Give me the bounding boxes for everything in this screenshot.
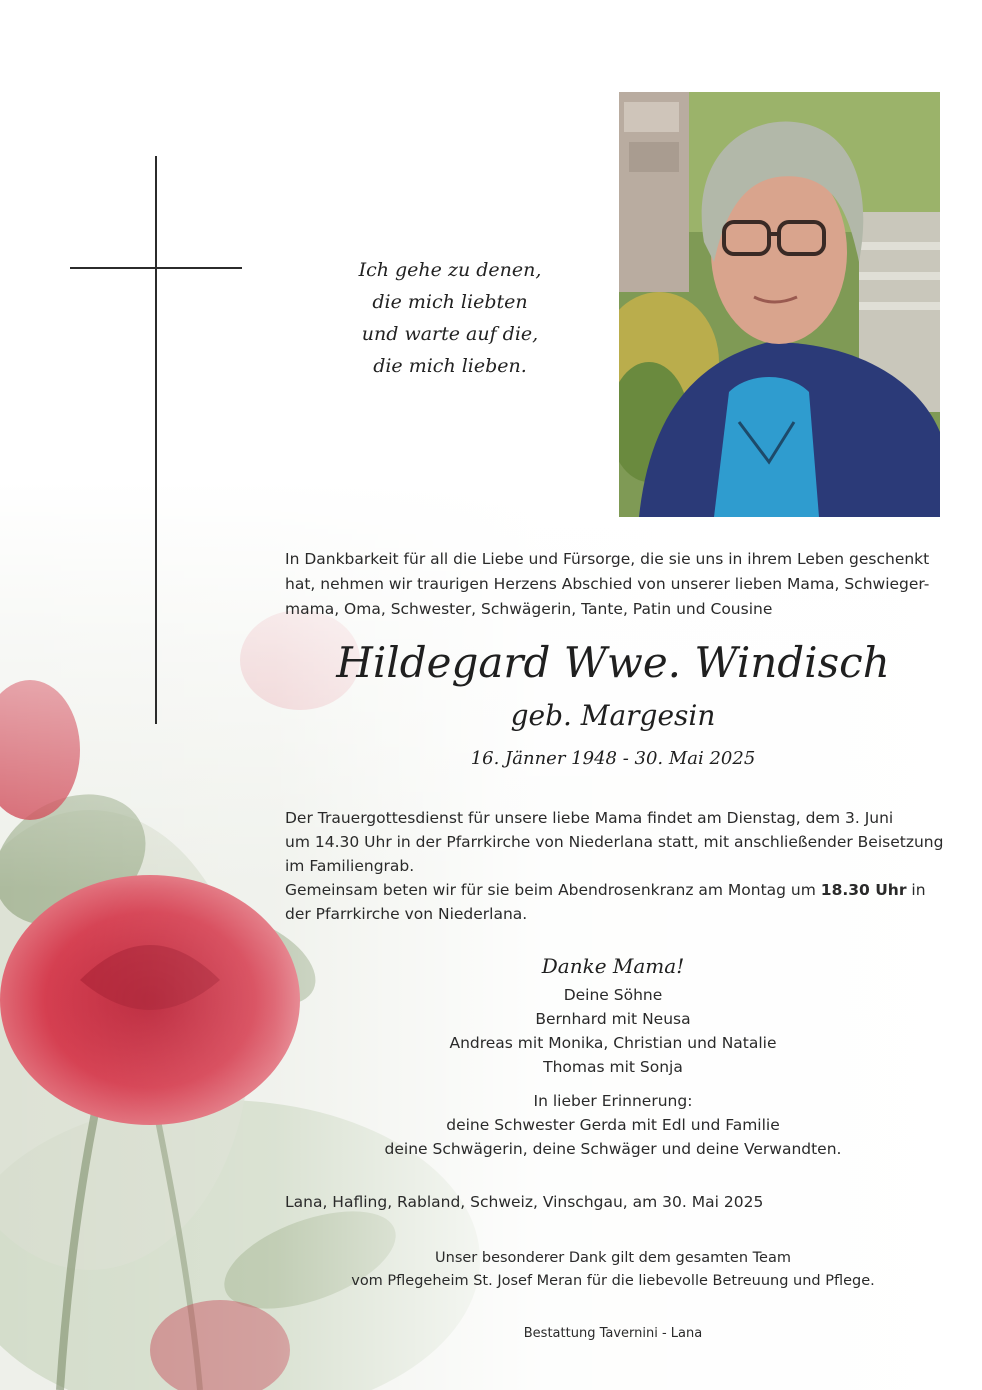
memory-heading: In lieber Erinnerung:	[533, 1092, 693, 1110]
portrait-photo	[619, 92, 940, 517]
family-member: Thomas mit Sonja	[543, 1058, 683, 1076]
place-date: Lana, Hafling, Rabland, Schweiz, Vinschgau, am 30. Mai 2025	[285, 1193, 764, 1211]
family-member: deine Schwägerin, deine Schwäger und deine Verwandten.	[384, 1140, 842, 1158]
family-member: Andreas mit Monika, Christian und Natalie	[449, 1034, 777, 1052]
intro-line: In Dankbarkeit für all die Liebe und Fürsorge, die sie uns in ihrem Leben geschenkt	[285, 550, 930, 568]
sons-heading: Deine Söhne	[563, 986, 663, 1004]
service-text-span: in	[906, 881, 926, 899]
service-text	[285, 806, 944, 926]
service-line: der Pfarrkirche von Niederlana.	[285, 905, 528, 923]
rosary-time: 18.30 Uhr	[820, 881, 907, 899]
cross-horizontal-bar	[70, 267, 242, 269]
intro-line: mama, Oma, Schwester, Schwägerin, Tante, Patin und Cousine	[285, 600, 773, 618]
intro-text	[285, 547, 941, 622]
thanks-title: Danke Mama!	[541, 954, 685, 978]
service-line: Der Trauergottesdienst für unsere liebe Mama findet am Dienstag, dem 3. Juni	[285, 809, 894, 827]
family-list	[285, 983, 941, 1161]
maiden-name: geb. Margesin	[510, 699, 716, 732]
family-member: Bernhard mit Neusa	[535, 1010, 691, 1028]
service-text-span: Gemeinsam beten wir für sie beim Abendrosenkranz am Montag um	[285, 881, 821, 899]
poem-line: die mich liebten	[372, 291, 528, 313]
life-dates: 16. Jänner 1948 - 30. Mai 2025	[470, 748, 756, 769]
cross-vertical-bar	[155, 156, 157, 724]
service-line: im Familiengrab.	[285, 857, 415, 875]
poem-line: Ich gehe zu denen,	[358, 259, 542, 281]
service-line	[285, 878, 941, 902]
service-line: um 14.30 Uhr in der Pfarrkirche von Niederlana statt, mit anschließender Beisetzung	[285, 833, 944, 851]
special-thanks-line: Unser besonderer Dank gilt dem gesamten Team	[435, 1250, 791, 1266]
poem-line: und warte auf die,	[361, 323, 539, 345]
special-thanks	[285, 1247, 941, 1293]
spacer	[285, 1079, 941, 1089]
intro-line: hat, nehmen wir traurigen Herzens Abschied von unserer lieben Mama, Schwieger-	[285, 575, 930, 593]
family-member: deine Schwester Gerda mit Edl und Familie	[446, 1116, 780, 1134]
undertaker-name: Bestattung Tavernini - Lana	[523, 1326, 703, 1341]
poem	[330, 254, 570, 382]
deceased-name: Hildegard Wwe. Windisch	[336, 638, 890, 687]
poem-line: die mich lieben.	[373, 355, 527, 377]
special-thanks-line: vom Pflegeheim St. Josef Meran für die liebevolle Betreuung und Pflege.	[351, 1273, 875, 1289]
